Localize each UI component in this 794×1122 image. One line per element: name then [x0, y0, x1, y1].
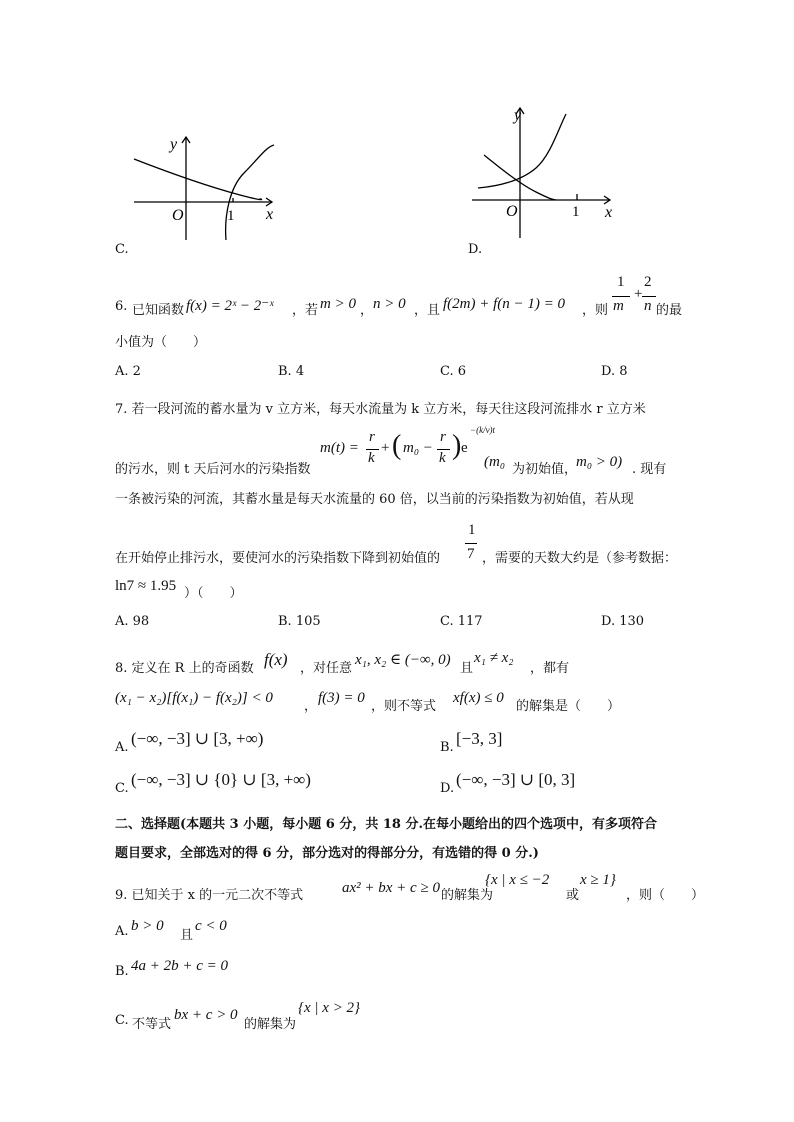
- q8-option-b-letter[interactable]: B.: [440, 740, 454, 755]
- q7-line1: 7. 若一段河流的蓄水量为 v 立方米，每天水流量为 k 立方米，每天往这段河流排水 r 立方米: [115, 402, 646, 417]
- q6-option-b[interactable]: B. 4: [278, 364, 305, 379]
- q6-option-a[interactable]: A. 2: [115, 364, 141, 379]
- q6-text4: ，则: [582, 303, 609, 318]
- q6-frac2-bar: [642, 296, 656, 297]
- q7-f1-num: r: [369, 429, 375, 445]
- q9-option-c-set[interactable]: {x | x > 2}: [298, 1000, 361, 1016]
- q9-set-a: {x | x ≤ −2: [485, 872, 550, 888]
- graph-d-x-label: x: [605, 204, 613, 221]
- q6-frac2-num: 2: [644, 274, 652, 290]
- q7-option-d[interactable]: D. 130: [601, 614, 645, 629]
- q8-line2-b: ，则不等式: [371, 699, 437, 714]
- q8-x12: x₁, x₂ ∈ (−∞, 0): [355, 652, 451, 668]
- q8-option-d-value[interactable]: (−∞, −3] ∪ [0, 3]: [456, 770, 576, 789]
- graph-d-tick-label: 1: [572, 204, 580, 220]
- q6-frac2-den: n: [644, 298, 652, 314]
- q9-option-c-ineq[interactable]: bx + c > 0: [174, 1007, 238, 1023]
- q8-cond: (x₁ − x₂)[f(x₁) − f(x₂)] < 0: [115, 690, 273, 706]
- graph-c: [120, 125, 290, 245]
- q6-frac1-den: m: [613, 298, 624, 314]
- q6-cond1: m > 0: [320, 296, 356, 312]
- q7-line3: 一条被污染的河流，其蓄水量是每天水流量的 60 倍，以当前的污染指数为初始值，若从现: [115, 492, 634, 507]
- q8-line1-b: ，对任意: [300, 661, 353, 676]
- q6-plus: +: [634, 286, 643, 302]
- q8-option-c-value[interactable]: (−∞, −3] ∪ {0} ∪ [3, +∞): [131, 770, 311, 789]
- graph-d: [470, 100, 620, 242]
- graph-d-y-label: y: [514, 107, 522, 124]
- q8-option-a-letter[interactable]: A.: [115, 740, 129, 755]
- q9-option-a-letter[interactable]: A.: [115, 924, 129, 939]
- q7-f-plus: +: [381, 440, 390, 456]
- q9-line1-b: 的解集为: [441, 888, 494, 903]
- q9-option-c-text[interactable]: 不等式: [132, 1017, 172, 1032]
- q7-cond-m0: m₀ > 0): [576, 454, 623, 470]
- q8-ineq: xf(x) ≤ 0: [453, 690, 504, 706]
- q7-f2-den: k: [439, 450, 446, 466]
- graph-c-x-label: x: [266, 206, 274, 223]
- q6-text1: 已知函数: [132, 303, 185, 318]
- q8-line2-c: 的解集是（ ）: [516, 699, 621, 714]
- q6-text3: ，且: [414, 303, 441, 318]
- q8-neq: x₁ ≠ x₂: [474, 650, 514, 666]
- q9-line1-c: ，则（ ）: [626, 888, 705, 903]
- q7-frac-bar: [465, 543, 477, 544]
- q9-option-c-letter[interactable]: C.: [115, 1013, 129, 1028]
- q7-option-a[interactable]: A. 98: [115, 614, 150, 629]
- section2-heading-line2: 题目要求，全部选对的得 6 分，部分选对的得部分分，有选错的得 0 分.): [115, 846, 539, 861]
- q8-option-a-value[interactable]: (−∞, −3] ∪ [3, +∞): [131, 729, 264, 748]
- q8-option-c-letter[interactable]: C.: [115, 781, 129, 796]
- q7-paren-m0: m₀ −: [403, 440, 433, 456]
- q7-cond-text: 为初始值，: [512, 462, 578, 477]
- graph-c-y-label: y: [170, 136, 178, 153]
- q9-or: 或: [566, 888, 580, 903]
- q7-open-paren: (: [392, 430, 402, 461]
- q7-line2-a: 的污水，则 t 天后河水的污染指数: [115, 462, 311, 477]
- q7-frac-num: 1: [468, 522, 476, 538]
- q7-option-c[interactable]: C. 117: [440, 614, 483, 629]
- q9-option-a-and[interactable]: 且: [180, 928, 194, 943]
- q9-option-a-cond1[interactable]: b > 0: [131, 918, 164, 934]
- section2-heading-line1: 二、选择题(本题共 3 小题，每小题 6 分，共 18 分.在每小题给出的四个选项中，有多项符合: [115, 817, 658, 832]
- q7-line4-a: 在开始停止排污水，要使河水的污染指数下降到初始值的: [115, 551, 441, 566]
- q7-close-paren: ): [452, 430, 462, 461]
- q6-frac1-num: 1: [617, 274, 625, 290]
- q8-option-d-letter[interactable]: D.: [440, 781, 455, 796]
- q7-formula-m: m(t) =: [320, 440, 359, 456]
- q6-option-d[interactable]: D. 8: [601, 364, 628, 379]
- q9-set-b: x ≥ 1}: [580, 872, 616, 888]
- q7-f1-den: k: [368, 450, 375, 466]
- q7-line4-b: ，需要的天数大约是（参考数据：: [482, 551, 678, 566]
- q8-f3: f(3) = 0: [318, 690, 365, 706]
- q6-cond3: f(2m) + f(n − 1) = 0: [443, 296, 566, 312]
- q8-line1-d: ，都有: [530, 661, 570, 676]
- q9-ineq: ax² + bx + c ≥ 0: [342, 880, 440, 896]
- q8-option-b-value[interactable]: [−3, 3]: [456, 729, 503, 748]
- q7-f2-num: r: [440, 429, 446, 445]
- q9-option-b-eq[interactable]: 4a + 2b + c = 0: [131, 958, 229, 974]
- q6-func: f(x) = 2ˣ − 2⁻ˣ: [186, 298, 274, 314]
- q7-line2-b: . 现有: [632, 462, 667, 477]
- q6-text5: 的最: [656, 303, 683, 318]
- q7-cond-open: (m₀: [484, 454, 506, 470]
- q6-text2: ，若: [292, 303, 319, 318]
- graph-d-increasing-curve: [478, 114, 566, 188]
- q7-e-exponent: −(k/v)t: [470, 425, 496, 435]
- graph-d-option-label: D.: [468, 242, 483, 257]
- q8-line1-c: 且: [460, 661, 474, 676]
- q7-ref: ln7 ≈ 1.95: [115, 578, 177, 594]
- q6-frac1-bar: [612, 296, 630, 297]
- q7-line5-b: ）（ ）: [184, 586, 243, 601]
- q6-number: 6.: [115, 299, 128, 314]
- graph-c-option-label: C.: [115, 242, 129, 257]
- q7-option-b[interactable]: B. 105: [278, 614, 321, 629]
- q9-line1-a: 9. 已知关于 x 的一元二次不等式: [115, 888, 304, 903]
- graph-c-decreasing-curve: [134, 159, 262, 200]
- q6-line2: 小值为（ ）: [115, 335, 207, 350]
- q8-line1-a: 8. 定义在 R 上的奇函数: [115, 661, 254, 676]
- graph-d-origin: O: [506, 203, 518, 220]
- q9-option-c-text2[interactable]: 的解集为: [244, 1017, 297, 1032]
- q7-frac-den: 7: [467, 546, 475, 562]
- q8-fx: f(x): [264, 650, 288, 669]
- q8-sep: ，: [304, 699, 318, 714]
- graph-c-tick-label: 1: [227, 208, 235, 224]
- q6-option-c[interactable]: C. 6: [440, 364, 467, 379]
- q6-cond2: n > 0: [373, 296, 406, 312]
- q9-option-b-letter[interactable]: B.: [115, 964, 129, 979]
- q6-sep: ，: [360, 303, 374, 318]
- q7-e-base: e: [461, 440, 468, 456]
- graph-c-origin: O: [172, 207, 184, 224]
- q9-option-a-cond2[interactable]: c < 0: [195, 918, 227, 934]
